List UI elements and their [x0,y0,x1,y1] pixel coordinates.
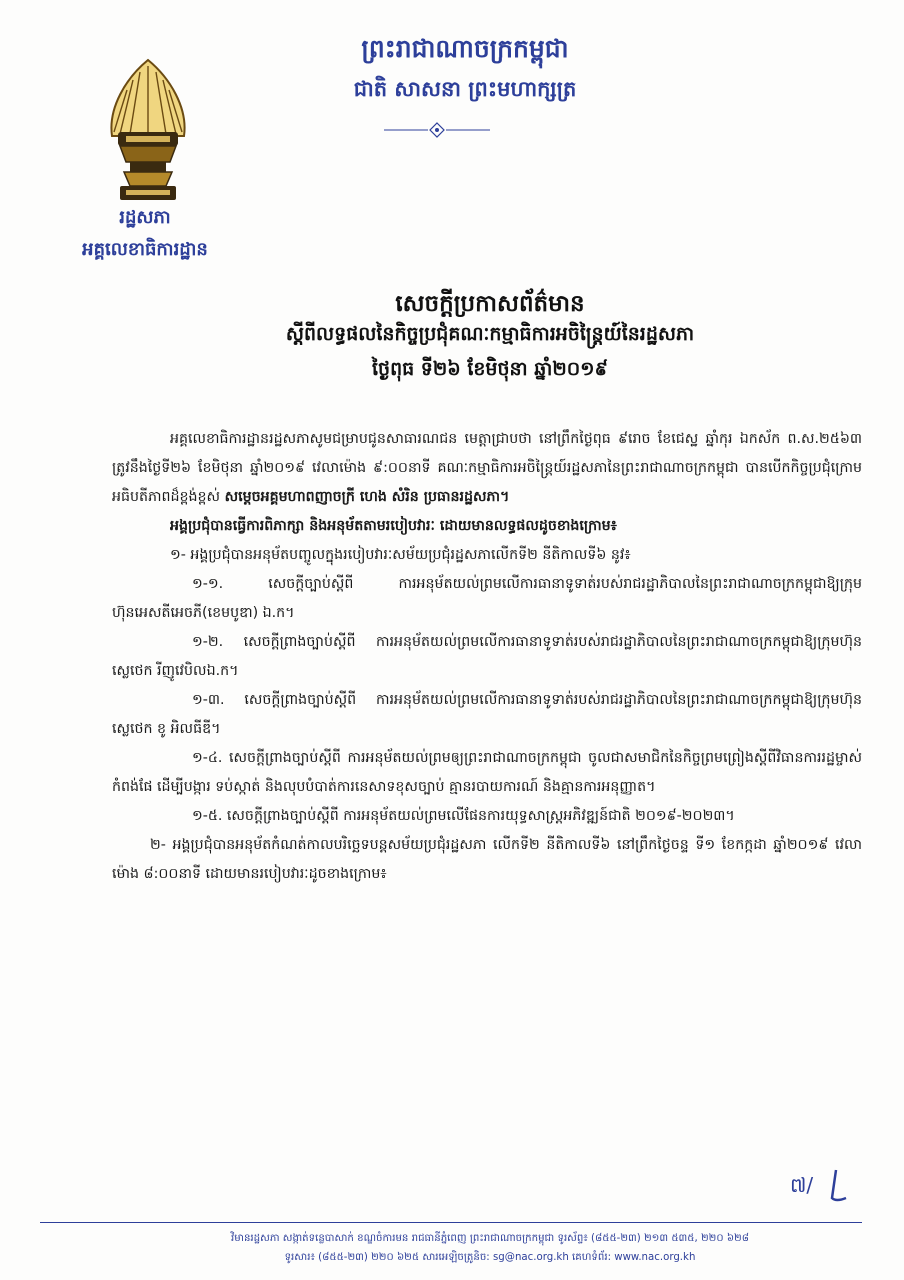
agenda-item-2: ២- អង្គប្រជុំបានអនុម័តកំណត់កាលបរិច្ឆេទបន្តសម័យប្រជុំរដ្ឋសភា លើកទី២ នីតិកាលទី៦ នៅព្រឹកថ្ងៃចន្ទ ទី១ ខែកក្កដា ឆ្នាំ២០១៩ វេលាម៉ោង ៨:០០នាទី ដោយមានរបៀបវារៈដូចខាងក្រោម៖ [112,837,862,882]
agenda-item-1: ១- អង្គប្រជុំបានអនុម័តបញ្ចូលក្នុងរបៀបវារៈសម័យប្រជុំរដ្ឋសភាលើកទី២ នីតិកាលទី៦ នូវ៖ [170,547,631,563]
footer-contact: ទូរសារ៖ (៨៥៥-២៣) ២២០ ៦២៥ សារអេឡិចត្រូនិច: sg@nac.org.kh គេហទំព័រ: www.nac.org.kh [284,1252,696,1263]
footer-address: វិមានរដ្ឋសភា សង្កាត់ទន្លេបាសាក់ ខណ្ឌចំការមន រាជធានីភ្នំពេញ ព្រះរាជាណាចក្រកម្ពុជា ទូរស័ព្ទ៖ (៨៥៥-២៣) ២១៣ ៥៣៥, ២២០ ៦២៨ [231,1233,749,1244]
national-motto: ជាតិ សាសនា ព្រះមហាក្សត្រ [353,77,577,101]
agenda-subitem-1-2: ១-២. សេចក្តីព្រាងច្បាប់ស្តីពី ការអនុម័តយល់ព្រមលើការធានាទូទាត់របស់រាជរដ្ឋាភិបាលនៃព្រះរាជាណាចក្រកម្ពុជាឱ្យក្រុមហ៊ុន ស្លេថេក រីញូវេបិលឯ.ក។ [112,634,862,679]
agenda-subitem-1-1: ១-១. សេចក្តីច្បាប់ស្តីពី ការអនុម័តយល់ព្រមលើការធានាទូទាត់របស់រាជរដ្ឋាភិបាលនៃព្រះរាជាណាចក្រកម្ពុជាឱ្យក្រុមហ៊ុនអេសតីអេចភី(ខេមបូឌា) ឯ.ក។ [112,576,862,621]
document-body [112,425,862,889]
page-mark-handwritten [784,1162,854,1206]
agenda-subitem-1-5: ១-៥. សេចក្តីព្រាងច្បាប់ស្តីពី ការអនុម័តយល់ព្រមលើផែនការយុទ្ធសាស្ត្រអភិវឌ្ឍន៍ជាតិ ២០១៩-២០២៣។ [192,808,735,824]
department-name: អគ្គលេខាធិការដ្ឋាន [82,239,208,260]
page-mark-text: ៧/ [790,1173,814,1197]
page-title: សេចក្តីប្រកាសព័ត៌មាន [395,291,585,317]
document-date: ថ្ងៃពុធ ទី២៦ ខែមិថុនា ឆ្នាំ២០១៩ [371,358,608,380]
agenda-subitem-1-4: ១-៤. សេចក្តីព្រាងច្បាប់ស្តីពី ការអនុម័តយល់ព្រមឲ្យព្រះរាជាណាចក្រកម្ពុជា ចូលជាសមាជិកនៃកិច្ចព្រមព្រៀងស្តីពីវិធានការរដ្ឋម្ចាស់កំពង់ផែ ដើម្បីបង្ការ ទប់ស្កាត់ និងលុបបំបាត់ការនេសាទខុសច្បាប់ គ្មានរបាយការណ៍ និងគ្មានការអនុញ្ញាត។ [112,750,862,795]
page-subtitle: ស្តីពីលទ្ធផលនៃកិច្ចប្រជុំគណៈកម្មាធិការអចិន្ត្រៃយ៍នៃរដ្ឋសភា [285,323,695,345]
intro-text: អគ្គលេខាធិការដ្ឋានរដ្ឋសភាសូមជម្រាបជូនសាធារណជន មេត្តាជ្រាបថា នៅព្រឹកថ្ងៃពុធ ៩រោច ខែជេស្ឋ ឆ្នាំកុរ ឯកស័ក ព.ស.២៥៦៣ ត្រូវនឹងថ្ងៃទី២៦ ខែមិថុនា ឆ្នាំ២០១៩ វេលាម៉ោង ៩:០០នាទី គណៈកម្មាធិការអចិន្ត្រៃយ៍រដ្ឋសភានៃព្រះរាជាណាចក្រកម្ពុជា បានបើកកិច្ចប្រជុំក្រោមអធិបតីភាពដ៏ខ្ពង់ខ្ពស់ [112,431,862,505]
intro-paragraph [112,425,862,512]
summary-paragraph [112,512,862,541]
parliament-emblem-icon [100,58,196,206]
footer-divider [40,1222,862,1223]
summary-text: អង្គប្រជុំបានធ្វើការពិភាក្សា និងអនុម័តតាមរបៀបវារៈ ដោយមានលទ្ធផលដូចខាងក្រោម៖ [170,518,617,534]
divider-ornament-icon [382,120,492,140]
intro-bold-text: សម្តេចអគ្គមហាពញាចក្រី ហេង សំរិន ប្រធានរដ្ឋសភា។ [224,489,510,505]
ministry-name: រដ្ឋសភា [119,207,171,228]
kingdom-heading: ព្រះរាជាណាចក្រកម្ពុជា [361,34,569,63]
agenda-subitem-1-3: ១-៣. សេចក្តីព្រាងច្បាប់ស្តីពី ការអនុម័តយល់ព្រមលើការធានាទូទាត់របស់រាជរដ្ឋាភិបាលនៃព្រះរាជាណាចក្រកម្ពុជាឱ្យក្រុមហ៊ុន ស្លេថេក ខូ អិលធីឌី។ [112,692,862,737]
